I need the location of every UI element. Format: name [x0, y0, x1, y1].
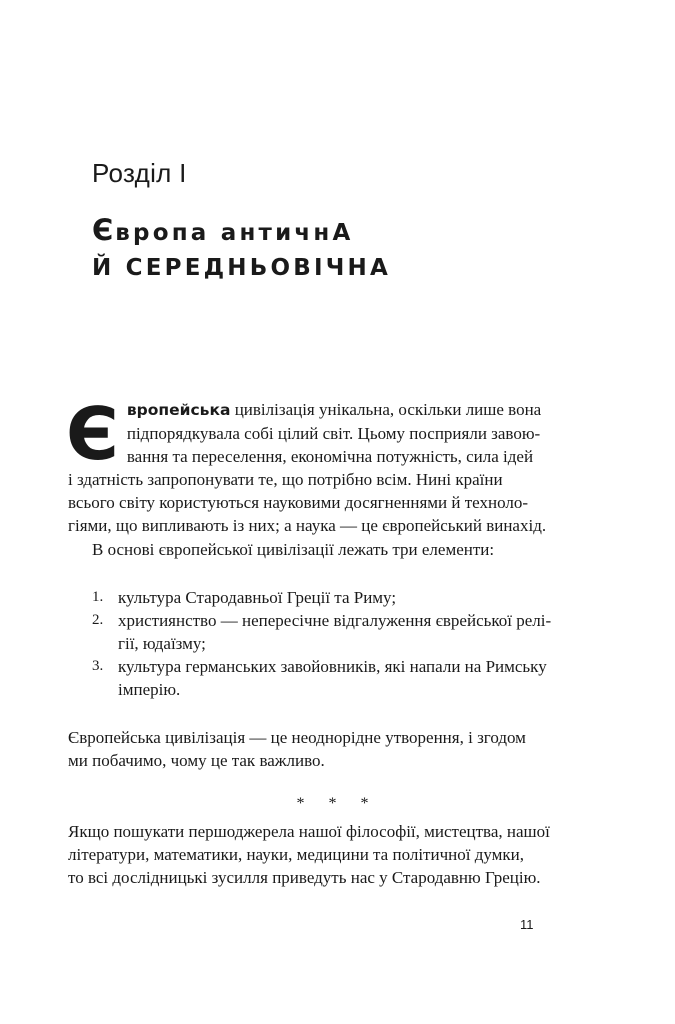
list-item-number: 1. — [92, 589, 104, 605]
intro-lead-word: вропейська — [126, 401, 231, 419]
list-item-text-continued: гії, юдаїзму; — [118, 634, 206, 653]
section-label: Розділ I — [92, 158, 187, 188]
list-item-text: християнство — непересічне відгалуження єврейської релі- — [118, 611, 552, 630]
final-line-2: літератури, математики, науки, медицини та політичної думки, — [68, 845, 524, 864]
conclusion-line-1: Європейська цивілізація — це неоднорідне утворення, і згодом — [68, 728, 526, 747]
list-item — [92, 609, 551, 655]
drop-cap: Є — [66, 392, 119, 476]
elements-intro: В основі європейської цивілізації лежать три елементи: — [92, 540, 495, 559]
conclusion-paragraph — [68, 726, 526, 772]
list-item-text: культура Стародавньої Греції та Риму; — [118, 588, 397, 607]
chapter-title — [92, 213, 391, 286]
list-item-number: 2. — [92, 612, 104, 628]
intro-line-1 — [68, 398, 540, 422]
elements-list — [92, 586, 551, 701]
intro-line-4: і здатність запропонувати те, що потрібно всім. Нині країни — [68, 470, 503, 489]
chapter-title-line-2: Й СЕРЕДНЬОВІЧНА — [92, 255, 391, 281]
final-paragraph — [68, 820, 550, 889]
intro-line-5: всього світу користуються науковими досягненнями й техноло- — [68, 493, 528, 512]
intro-line-3: вання та переселення, економічна потужність, сила ідей — [126, 447, 534, 466]
list-item — [92, 655, 551, 701]
final-line-1: Якщо пошукати першоджерела нашої філософії, мистецтва, нашої — [68, 822, 550, 841]
section-separator: * * * — [296, 795, 379, 812]
final-line-3: то всі дослідницькі зусилля приведуть нас у Стародавню Грецію. — [68, 868, 541, 887]
intro-line-2: підпорядкувала собі цілий світ. Цьому посприяли завою- — [126, 424, 541, 443]
intro-paragraph — [66, 392, 547, 537]
conclusion-line-2: ми побачимо, чому це так важливо. — [68, 751, 325, 770]
list-item-text-continued: імперію. — [118, 680, 181, 699]
intro-line-6: гіями, що випливають із них; а наука — це європейський винахід. — [68, 516, 547, 535]
chapter-title-initial: Є — [92, 213, 116, 247]
page-number: 11 — [520, 917, 534, 932]
list-item-number: 3. — [92, 658, 104, 674]
chapter-title-line-1-rest: вропа античнА — [115, 220, 354, 246]
list-item-text: культура германських завойовників, які напали на Римську — [118, 657, 547, 676]
intro-line-1-rest: цивілізація унікальна, оскільки лише вона — [230, 400, 542, 419]
chapter-title-line-1 — [92, 213, 391, 251]
list-item — [92, 586, 551, 609]
